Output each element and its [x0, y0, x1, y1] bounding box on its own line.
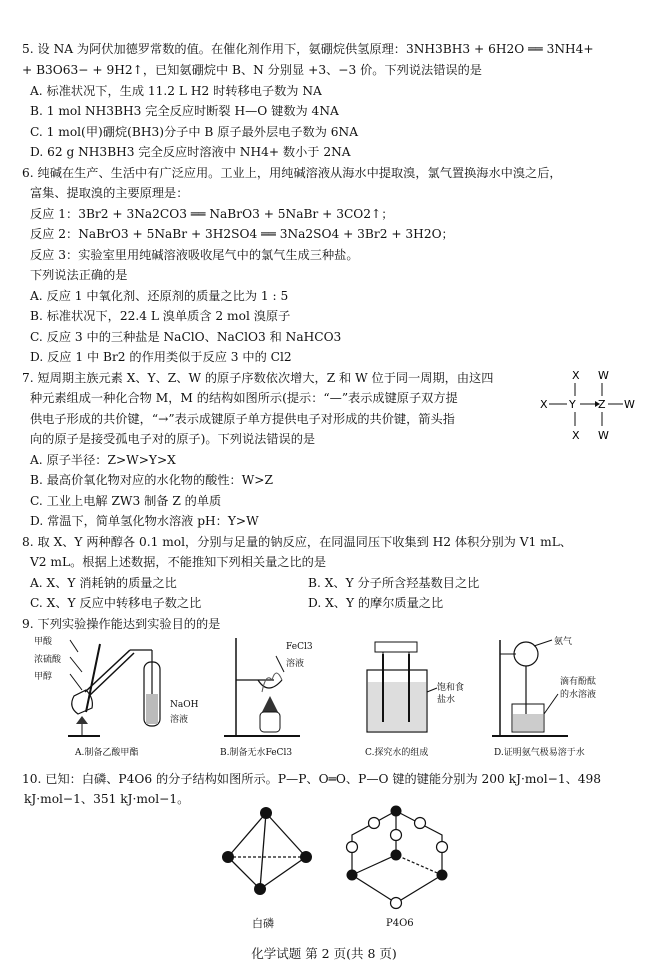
brine-liquid: [368, 682, 426, 731]
struct-w-bottom: W: [598, 429, 609, 442]
q5-stem-line2: + B3O63− + 9H2↑，已知氨硼烷中 B、N 分别显 +3、−3 价。下列说法错误的是: [22, 63, 482, 77]
label-formic-acid: 甲酸: [34, 637, 53, 647]
q6-option-c: C. 反应 3 中的三种盐是 NaClO、NaClO3 和 NaHCO3: [30, 330, 342, 344]
pointer-line: [70, 674, 82, 690]
struct-w-top: W: [598, 369, 609, 382]
q7-option-a: A. 原子半径：Z>W>Y>X: [30, 453, 176, 467]
q9-stem: 9. 下列实验操作能达到实验目的的是: [22, 617, 221, 631]
label-saturated-brine: 饱和食: [437, 683, 465, 693]
q5-option-b: B. 1 mol NH3BH3 完全反应时断裂 H—O 键数为 4NA: [30, 104, 339, 118]
struct-x-left: X: [540, 398, 548, 411]
label-aqueous-solution: 的水溶液: [560, 690, 597, 700]
q8-option-c: C. X、Y 反应中转移电子数之比: [30, 596, 202, 610]
phosphorus-atom: [222, 851, 234, 863]
phosphorus-atom: [260, 807, 272, 819]
q7-option-d: D. 常温下，简单氢化物水溶液 pH：Y>W: [30, 514, 259, 528]
struct-x-top: X: [572, 369, 580, 382]
alcohol-lamp: [260, 712, 280, 732]
pointer-line: [544, 694, 558, 714]
q9-figure-d: [488, 632, 638, 762]
p-p-bond: [260, 813, 266, 889]
label-conc-sulfuric: 浓硫酸: [34, 655, 62, 665]
q6-option-b: B. 标准状况下，22.4 L 溴单质含 2 mol 溴原子: [30, 309, 291, 323]
phenolphthalein-solution: [513, 714, 543, 731]
q6-reaction-3: 反应 3：实验室里用纯碱溶液吸收尾气中的氯气生成三种盐。: [30, 248, 359, 262]
burner-flame: [76, 716, 88, 724]
pointer-line: [427, 688, 437, 692]
q6-option-a: A. 反应 1 中氧化剂、还原剂的质量之比为 1 : 5: [30, 289, 289, 303]
pointer-line: [534, 640, 552, 646]
q8-stem-line1: 8. 取 X、Y 两种醇各 0.1 mol，分别与足量的钠反应，在同温同压下收集到 H2 体积分别为 V1 mL、: [22, 535, 572, 549]
q9-caption-a: A.制备乙酸甲酯: [75, 748, 139, 758]
label-with-phenolphthalein: 滴有酚酞: [560, 677, 597, 687]
q5-stem-line1: 5. 设 NA 为阿伏加德罗常数的值。在催化剂作用下，氨硼烷供氢原理：3NH3BH3 + 6H2O ══ 3NH4+: [22, 42, 594, 56]
label-brine-water: 盐水: [437, 695, 456, 705]
oxygen-atom: [369, 818, 380, 829]
clamp-rod: [86, 644, 100, 712]
alcohol-lamp-flame: [262, 696, 278, 712]
oxygen-atom: [437, 842, 448, 853]
phosphorus-atom: [254, 883, 266, 895]
label-naoh: NaOH: [170, 700, 199, 710]
q5-option-d: D. 62 g NH3BH3 完全反应时溶液中 NH4+ 数小于 2NA: [30, 145, 351, 159]
p-p-bond: [260, 857, 306, 889]
page-footer: 化学试题 第 2 页(共 8 页): [251, 946, 397, 961]
q5-option-a: A. 标准状况下，生成 11.2 L H2 时转移电子数为 NA: [30, 84, 322, 98]
q5-option-c: C. 1 mol(甲)硼烷(BH3)分子中 B 原子最外层电子数为 6NA: [30, 125, 359, 139]
pointer-line: [70, 640, 78, 652]
q6-reaction-2: 反应 2：NaBrO3 + 5NaBr + 3H2SO4 ══ 3Na2SO4 + 3Br2 + 3H2O；: [30, 227, 454, 241]
label-fecl3: FeCl3: [286, 642, 313, 652]
evaporating-dish: [258, 680, 282, 688]
oxygen-atom: [347, 842, 358, 853]
q8-option-a: A. X、Y 消耗钠的质量之比: [30, 576, 177, 590]
label-p4o6: P4O6: [386, 918, 414, 929]
q7-stem-line4: 向的原子是接受孤电子对的原子)。下列说法错误的是: [30, 432, 316, 446]
label-solution: 溶液: [170, 715, 189, 725]
phosphorus-atom: [300, 851, 312, 863]
struct-w-right: W: [624, 398, 635, 411]
struct-x-bottom: X: [572, 429, 580, 442]
p-o-bond-back: [396, 855, 442, 875]
q6-option-d: D. 反应 1 中 Br2 的作用类似于反应 3 中的 Cl2: [30, 350, 292, 364]
struct-y-center: Y: [569, 398, 576, 411]
q10-stem-line2: kJ·mol−1、351 kJ·mol−1。: [24, 792, 190, 806]
p-p-bond: [228, 857, 260, 889]
q7-option-c: C. 工业上电解 ZW3 制备 Z 的单质: [30, 494, 222, 508]
oxygen-atom: [391, 830, 402, 841]
q6-reaction-1: 反应 1：3Br2 + 3Na2CO3 ══ NaBrO3 + 5NaBr + 3CO2↑；: [30, 207, 394, 221]
p-p-bond: [228, 813, 266, 857]
p-o-bond: [352, 855, 396, 875]
q6-question: 下列说法正确的是: [30, 268, 128, 282]
q9-caption-b: B.制备无水FeCl3: [220, 748, 293, 758]
q9-caption-c: C.探究水的组成: [365, 748, 429, 758]
phosphorus-atom: [347, 870, 358, 881]
label-methanol: 甲醇: [34, 672, 53, 682]
q10-stem-line1: 10. 已知：白磷、P4O6 的分子结构如图所示。P—P、O═O、P—O 键的键能分别为 200 kJ·mol−1、498: [22, 772, 602, 786]
q8-option-d: D. X、Y 的摩尔质量之比: [308, 596, 444, 610]
power-supply: [375, 642, 417, 652]
p4o6-structure: [338, 805, 458, 915]
q7-structure-figure: [538, 368, 642, 448]
q9-caption-d: D.证明氨气极易溶于水: [494, 748, 585, 758]
q6-stem-line2: 富集、提取溴的主要原理是：: [30, 186, 189, 200]
phosphorus-atom: [437, 870, 448, 881]
oxygen-atom: [415, 818, 426, 829]
label-ammonia: 氨气: [554, 637, 573, 647]
q8-option-b: B. X、Y 分子所含羟基数目之比: [308, 576, 480, 590]
apparatus-a-drawing: [30, 632, 200, 742]
phosphorus-atom: [391, 806, 402, 817]
label-fecl3-solution: 溶液: [286, 659, 305, 669]
oxygen-atom: [391, 898, 402, 909]
struct-z-center: Z: [598, 398, 606, 411]
q9-figure-a: [30, 632, 200, 762]
label-white-phosphorus: 白磷: [252, 917, 274, 930]
naoh-liquid: [146, 694, 158, 724]
q7-stem-line1: 7. 短周期主族元素 X、Y、Z、W 的原子序数依次增大，Z 和 W 位于同一周期，由这四: [22, 371, 494, 385]
q6-stem-line1: 6. 纯碱在生产、生活中有广泛应用。工业上，用纯碱溶液从海水中提取溴，氯气置换海水中溴之后，: [22, 166, 562, 180]
pointer-line: [70, 657, 82, 672]
q9-figure-b: [210, 632, 330, 762]
q9-figure-c: [345, 632, 475, 762]
glass-rod: [276, 656, 284, 672]
q7-option-b: B. 最高价氧化物对应的水化物的酸性：W>Z: [30, 473, 273, 487]
phosphorus-atom: [391, 850, 402, 861]
q7-stem-line2: 种元素组成一种化合物 M，M 的结构如图所示(提示：“—”表示成键原子双方提: [30, 391, 458, 405]
q7-stem-line3: 供电子形成的共价键，“→”表示成键原子单方提供电子对形成的共价键，箭头指: [30, 412, 455, 426]
white-phosphorus-structure: [218, 805, 318, 900]
p-p-bond: [266, 813, 306, 857]
q8-stem-line2: V2 mL。根据上述数据，不能推知下列相关量之比的是: [30, 555, 327, 569]
